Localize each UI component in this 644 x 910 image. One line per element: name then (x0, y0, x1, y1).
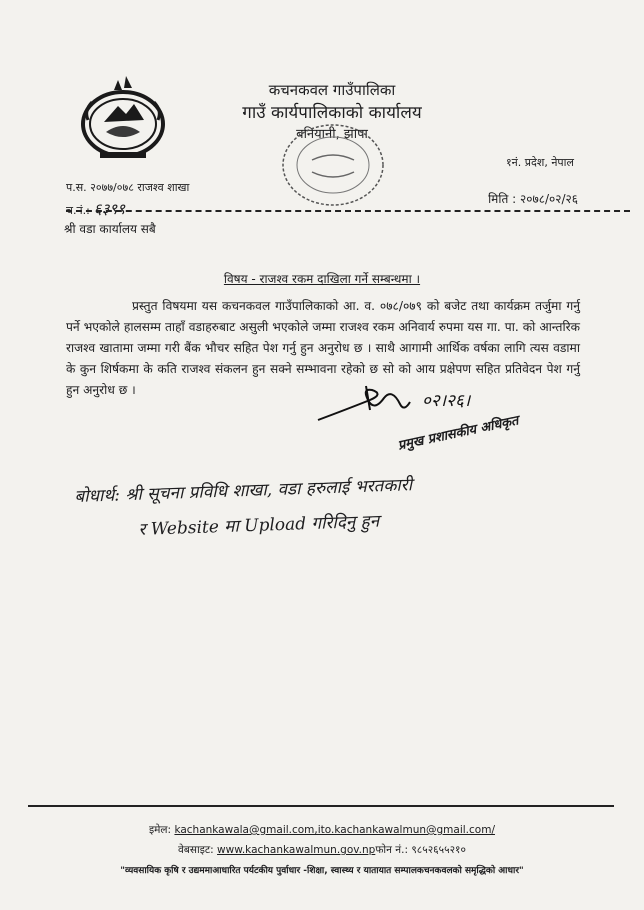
footer-email (0, 823, 644, 837)
date-value: २०७८/०२/२६ (519, 192, 578, 206)
cn-value: ६३९९ (93, 200, 125, 218)
footer-slogan: "व्यवसायिक कृषि र उद्यममाआधारित पर्यटकीय पुर्वाधार -शिक्षा, स्वास्थ्य र यातायात सम्पालकचनकवलको समृद्धिको आधार" (120, 866, 524, 876)
recipient: श्री वडा कार्यालय सबै (64, 222, 156, 236)
signature-date: ०२।२६। (422, 391, 471, 411)
subject-text: विषय - राजश्व रकम दाखिला गर्ने सम्बन्धमा । (223, 272, 421, 286)
reference-cn (66, 199, 125, 219)
website-label: वेबसाइट: (178, 844, 214, 856)
phone-label: फोन नं.: (375, 844, 408, 856)
footer-divider (28, 805, 614, 807)
handwritten-note-line1: बोधार्थ: श्री सूचना प्रविधि शाखा, वडा हरुलाई भरतकारी (74, 475, 413, 507)
reference-ps: प.स. २०७७/०७८ राजश्व शाखा (66, 181, 190, 194)
footer-website (0, 843, 644, 857)
email-link[interactable]: kachankawala@gmail.com,ito.kachankawalmun@gmail.com/ (174, 824, 495, 836)
municipality-name: कचनकवल गाउँपालिका (268, 81, 396, 99)
date-label: मिति : (488, 192, 517, 206)
province-label: १नं. प्रदेश, नेपाल (505, 156, 574, 169)
cn-label: च.नं.: (66, 204, 90, 217)
website-link[interactable]: www.kachankawalmun.gov.np (217, 844, 376, 856)
subject-line (0, 270, 644, 287)
phone-value: ९८५२६५५२१० (411, 844, 466, 856)
letter-date (488, 190, 578, 207)
office-name: गाउँ कार्यपालिकाको कार्यालय (242, 103, 422, 123)
handwritten-note-line2: र Website मा Upload गरिदिनु हुन (138, 511, 380, 540)
email-label: इमेल: (149, 824, 172, 836)
letter-body: प्रस्तुत विषयमा यस कचनकवल गाउँपालिकाको आ. व. ०७८/०७९ को बजेट तथा कार्यक्रम तर्जुमा गर्नु पर्ने भएकोले हालसम्म ताहाँ वडाहरुबाट असुली भएकोले जम्मा राजश्व रकम अनिवार्य रुपमा यस गा. पा. को आन्तरिक राजश्व खातामा जम्मा गरी बैंक भौचर सहित पेश गर्नु हुन अनुरोध छ । साथै आगामी आर्थिक वर्षका लागि त्यस वडामा के कुन शिर्षकमा के कति राजश्व संकलन हुन सक्ने सम्भावना रहेको छ सो को आय प्रक्षेपण सहित प्रतिवेदन पेश गर्नु हुन अनुरोध छ । (66, 299, 580, 397)
signatory-title: प्रमुख प्रशासकीय अधिकृत (396, 413, 520, 454)
office-location: बनियानी, झापा (296, 127, 368, 142)
header-divider (66, 210, 630, 212)
office-stamp (278, 120, 388, 210)
